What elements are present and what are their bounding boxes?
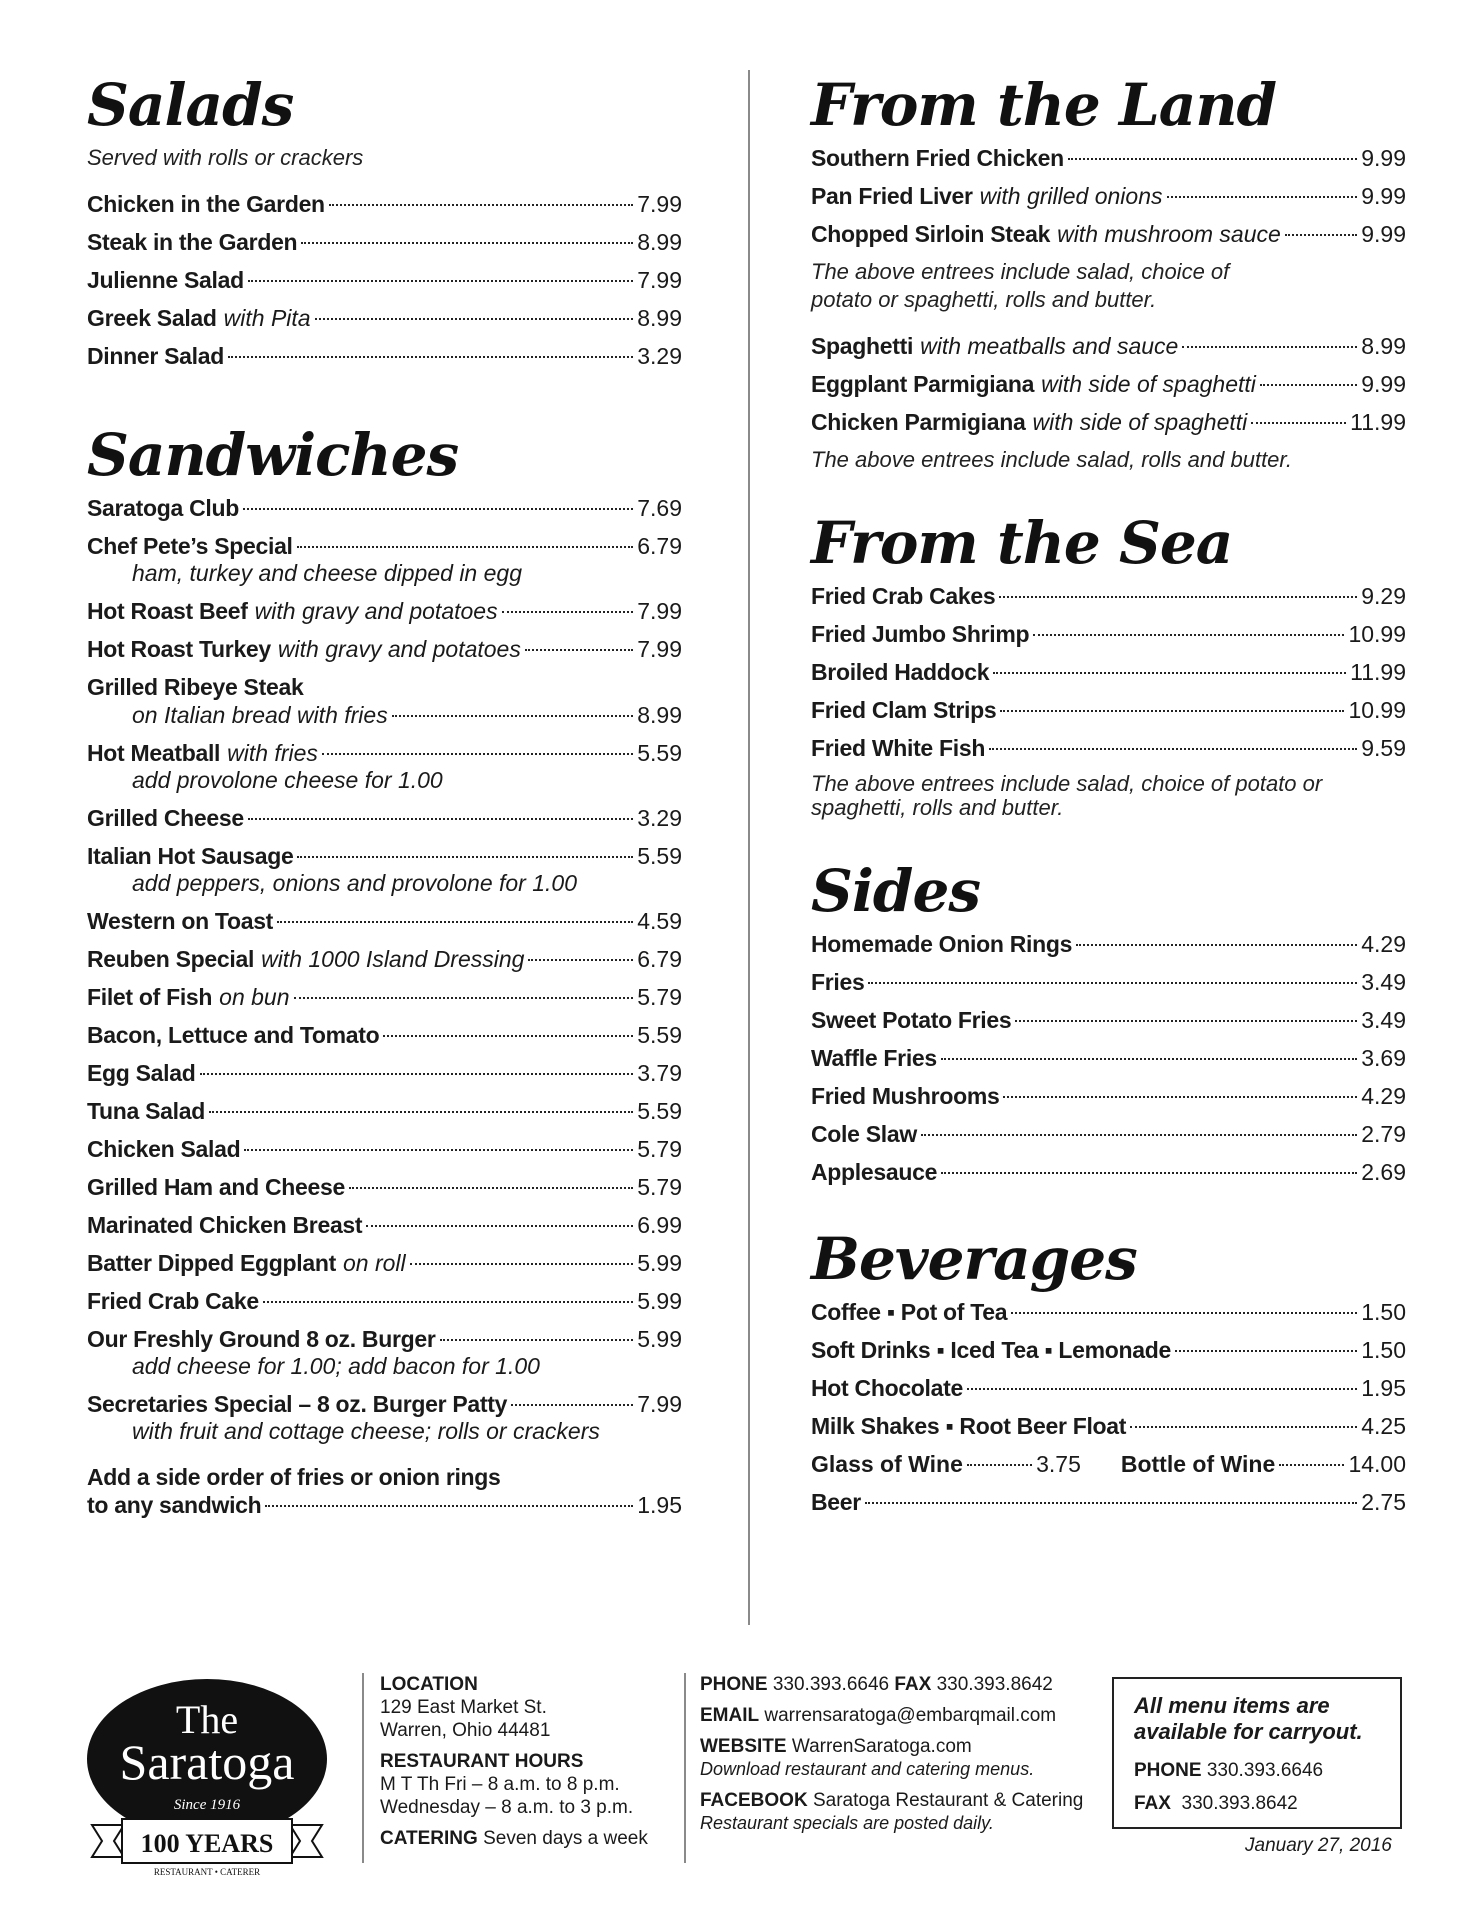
beer-row — [811, 1488, 1406, 1516]
menu-item-coffee-pot-of-tea — [811, 1298, 1406, 1326]
column-divider — [748, 70, 750, 1625]
item-price: 11.99 — [1350, 659, 1406, 685]
menu-item-fried-crab-cakes — [811, 582, 1406, 610]
item-name: Hot Roast Turkey — [87, 636, 271, 662]
item-price: 6.99 — [637, 1212, 682, 1238]
item-description: with fries — [227, 740, 318, 766]
menu-item-hot-meatball — [87, 739, 682, 794]
item-name: Applesauce — [811, 1159, 938, 1185]
land-note1: The above entrees include salad, choice of potato or spaghetti, rolls and butter. — [811, 259, 1230, 312]
logo-line1: The — [175, 1697, 239, 1742]
item-name: Fried Clam Strips — [811, 697, 997, 723]
item-price: 5.79 — [637, 984, 682, 1010]
item-name: Hot Chocolate — [811, 1375, 963, 1401]
sea-list — [811, 582, 1406, 762]
item-price: 4.59 — [637, 908, 682, 934]
carryout-title: All menu items are available for carryout. — [1134, 1693, 1363, 1744]
item-name: Marinated Chicken Breast — [87, 1212, 363, 1238]
item-name: Hot Meatball — [87, 740, 221, 766]
menu-item-fried-jumbo-shrimp — [811, 620, 1406, 648]
item-price: 3.79 — [637, 1060, 682, 1086]
item-name: Eggplant Parmigiana — [811, 371, 1035, 397]
item-name: Fried Crab Cakes — [811, 583, 996, 609]
item-price: 3.69 — [1361, 1045, 1406, 1071]
menu-item-batter-dipped-eggplant — [87, 1249, 682, 1277]
item-price: 4.25 — [1361, 1413, 1406, 1439]
item-name: Reuben Special — [87, 946, 255, 972]
menu-item-italian-hot-sausage — [87, 842, 682, 897]
menu-item-fried-clam-strips — [811, 696, 1406, 724]
menu-item-egg-salad — [87, 1059, 682, 1087]
glass-of-wine-name: Glass of Wine — [811, 1451, 963, 1477]
menu-item-broiled-haddock — [811, 658, 1406, 686]
email-label: EMAIL — [700, 1705, 760, 1726]
sea-title: From the Sea — [811, 509, 1233, 577]
item-price: 3.29 — [637, 343, 682, 369]
item-price: 9.99 — [1361, 183, 1406, 209]
catering-label: CATERING — [380, 1828, 478, 1849]
item-subtext: ham, turkey and cheese dipped in egg — [132, 560, 522, 586]
menu-item-chicken-in-the-garden — [87, 190, 682, 218]
item-price: 11.99 — [1350, 409, 1406, 435]
footer-divider-2 — [684, 1673, 686, 1863]
item-price: 1.50 — [1361, 1337, 1406, 1363]
item-price: 8.99 — [637, 702, 682, 728]
website-link[interactable]: WarrenSaratoga.com — [791, 1736, 972, 1757]
item-price: 7.99 — [637, 191, 682, 217]
facebook-note: Restaurant specials are posted daily. — [700, 1813, 994, 1833]
email-link[interactable]: warrensaratoga@embarqmail.com — [764, 1705, 1057, 1726]
item-description: with grilled onions — [979, 183, 1163, 209]
item-price: 3.49 — [1361, 969, 1406, 995]
item-name: Fried Mushrooms — [811, 1083, 1000, 1109]
item-price: 1.50 — [1361, 1299, 1406, 1325]
bottle-of-wine-price: 14.00 — [1348, 1451, 1407, 1477]
item-description: with side of spaghetti — [1032, 409, 1248, 435]
menu-item-chicken-salad — [87, 1135, 682, 1163]
item-price: 6.79 — [637, 533, 682, 559]
item-subtext: add cheese for 1.00; add bacon for 1.00 — [132, 1353, 540, 1379]
menu-item-saratoga-club — [87, 494, 682, 522]
carryout-phone[interactable]: 330.393.6646 — [1206, 1760, 1324, 1781]
item-description: with mushroom sauce — [1057, 221, 1281, 247]
catering-text: Seven days a week — [483, 1828, 648, 1849]
menu-item-sweet-potato-fries — [811, 1006, 1406, 1034]
item-name: Hot Roast Beef — [87, 598, 248, 624]
menu-item-chicken-parmigiana — [811, 408, 1406, 436]
item-name: Dinner Salad — [87, 343, 224, 369]
item-name: Filet of Fish — [87, 984, 213, 1010]
item-name: Chef Pete’s Special — [87, 533, 293, 559]
menu-item-steak-in-the-garden — [87, 228, 682, 256]
land-title: From the Land — [811, 71, 1277, 139]
item-price: 2.79 — [1361, 1121, 1406, 1147]
menu-item-southern-fried-chicken — [811, 144, 1406, 172]
menu-item-hot-chocolate — [811, 1374, 1406, 1402]
item-name: Broiled Haddock — [811, 659, 990, 685]
menu-item-western-on-toast — [87, 907, 682, 935]
sandwiches-list — [87, 494, 682, 1445]
side-order-price: 1.95 — [637, 1492, 682, 1518]
carryout-box — [1112, 1677, 1402, 1829]
item-description: on roll — [342, 1250, 406, 1276]
item-subtext: add peppers, onions and provolone for 1.00 — [132, 870, 577, 896]
item-price: 5.79 — [637, 1174, 682, 1200]
carryout-fax: 330.393.8642 — [1181, 1793, 1298, 1814]
item-price: 3.29 — [637, 805, 682, 831]
sides-list — [811, 930, 1406, 1186]
item-name: Chopped Sirloin Steak — [811, 221, 1051, 247]
menu-item-eggplant-parmigiana — [811, 370, 1406, 398]
wine-row — [811, 1450, 1406, 1478]
carryout-fax-label: FAX — [1134, 1793, 1171, 1814]
item-price: 5.79 — [637, 1136, 682, 1162]
menu-item-greek-salad — [87, 304, 682, 332]
item-name: Homemade Onion Rings — [811, 931, 1073, 957]
hours-line2: Wednesday – 8 a.m. to 3 p.m. — [380, 1797, 634, 1818]
item-name: Milk Shakes ▪ Root Beer Float — [811, 1413, 1127, 1439]
menu-item-spaghetti — [811, 332, 1406, 360]
menu-item-hot-roast-beef — [87, 597, 682, 625]
menu-item-grilled-ribeye-steak — [87, 673, 682, 729]
item-name: Italian Hot Sausage — [87, 843, 294, 869]
item-price: 6.79 — [637, 946, 682, 972]
footer — [0, 1665, 1484, 1895]
item-name: Steak in the Garden — [87, 229, 298, 255]
footer-divider-1 — [362, 1673, 364, 1863]
salads-title: Salads — [87, 71, 294, 139]
item-description: with gravy and potatoes — [254, 598, 498, 624]
item-subtext: on Italian bread with fries — [132, 702, 388, 728]
item-price: 5.99 — [637, 1326, 682, 1352]
item-price: 8.99 — [637, 229, 682, 255]
fax-label: FAX — [894, 1674, 932, 1695]
beer-price: 2.75 — [1361, 1489, 1406, 1515]
item-name: Our Freshly Ground 8 oz. Burger — [87, 1326, 436, 1352]
item-name: Bacon, Lettuce and Tomato — [87, 1022, 380, 1048]
side-order-line1: Add a side order of fries or onion rings — [87, 1464, 501, 1490]
item-name: Chicken Salad — [87, 1136, 241, 1162]
item-price: 10.99 — [1348, 621, 1406, 647]
contact-block — [700, 1673, 1100, 1835]
menu-item-secretaries-special-8-oz-burger-patty — [87, 1390, 682, 1445]
menu-item-applesauce — [811, 1158, 1406, 1186]
item-price: 5.99 — [637, 1288, 682, 1314]
menu-item-julienne-salad — [87, 266, 682, 294]
menu-item-waffle-fries — [811, 1044, 1406, 1072]
item-price: 2.69 — [1361, 1159, 1406, 1185]
item-price: 1.95 — [1361, 1375, 1406, 1401]
item-price: 8.99 — [637, 305, 682, 331]
bottle-of-wine-name: Bottle of Wine — [1120, 1451, 1276, 1477]
menu-item-fried-crab-cake — [87, 1287, 682, 1315]
item-description: with meatballs and sauce — [920, 333, 1179, 359]
menu-item-tuna-salad — [87, 1097, 682, 1125]
item-name: Coffee ▪ Pot of Tea — [811, 1299, 1008, 1325]
beer-name: Beer — [811, 1489, 861, 1515]
menu-item-milk-shakes-root-beer-float — [811, 1412, 1406, 1440]
website-label: WEBSITE — [700, 1736, 787, 1757]
item-name: Fries — [811, 969, 865, 995]
menu-item-chopped-sirloin-steak — [811, 220, 1406, 248]
item-name: Saratoga Club — [87, 495, 240, 521]
item-name: Grilled Ham and Cheese — [87, 1174, 345, 1200]
address-line2: Warren, Ohio 44481 — [380, 1720, 551, 1741]
menu-item-grilled-ham-and-cheese — [87, 1173, 682, 1201]
left-column — [87, 70, 682, 1529]
item-name: Greek Salad — [87, 305, 217, 331]
logo-years: 100 YEARS — [140, 1829, 274, 1858]
right-column — [811, 70, 1406, 1516]
item-price: 9.29 — [1361, 583, 1406, 609]
logo-since: Since 1916 — [173, 1797, 241, 1813]
item-name: Tuna Salad — [87, 1098, 205, 1124]
hours-label: RESTAURANT HOURS — [380, 1751, 584, 1772]
menu-item-fries — [811, 968, 1406, 996]
location-block — [380, 1673, 670, 1850]
menu-item-fried-mushrooms — [811, 1082, 1406, 1110]
item-price: 7.99 — [637, 1391, 682, 1417]
item-name: Batter Dipped Eggplant — [87, 1250, 336, 1276]
menu-item-filet-of-fish — [87, 983, 682, 1011]
address-line1: 129 East Market St. — [380, 1697, 547, 1718]
menu-item-our-freshly-ground-8-oz-burger — [87, 1325, 682, 1380]
carryout-phone-label: PHONE — [1134, 1760, 1202, 1781]
item-price: 3.49 — [1361, 1007, 1406, 1033]
item-price: 7.99 — [637, 598, 682, 624]
glass-of-wine-price: 3.75 — [1036, 1451, 1081, 1477]
salads-note: Served with rolls or crackers — [87, 145, 364, 170]
item-description: with gravy and potatoes — [277, 636, 521, 662]
item-name: Fried Jumbo Shrimp — [811, 621, 1030, 647]
item-price: 8.99 — [1361, 333, 1406, 359]
item-price: 7.99 — [637, 267, 682, 293]
item-description: with side of spaghetti — [1041, 371, 1256, 397]
menu-item-bacon-lettuce-and-tomato — [87, 1021, 682, 1049]
item-price: 7.99 — [637, 636, 682, 662]
menu-item-dinner-salad — [87, 342, 682, 370]
item-name: Julienne Salad — [87, 267, 244, 293]
salads-list — [87, 190, 682, 370]
menu-item-homemade-onion-rings — [811, 930, 1406, 958]
menu-item-pan-fried-liver — [811, 182, 1406, 210]
sandwiches-title: Sandwiches — [87, 421, 459, 489]
item-price: 4.29 — [1361, 931, 1406, 957]
item-name: Waffle Fries — [811, 1045, 937, 1071]
item-price: 5.59 — [637, 740, 682, 766]
sea-note: The above entrees include salad, choice of potato or spaghetti, rolls and butter. — [811, 771, 1323, 820]
item-subtext: with fruit and cottage cheese; rolls or crackers — [132, 1418, 600, 1444]
item-name: Secretaries Special – 8 oz. Burger Patty — [87, 1391, 508, 1417]
menu-item-hot-roast-turkey — [87, 635, 682, 663]
item-name: Southern Fried Chicken — [811, 145, 1064, 171]
item-price: 5.59 — [637, 843, 682, 869]
phone-value[interactable]: 330.393.6646 — [772, 1674, 890, 1695]
item-price: 9.99 — [1361, 145, 1406, 171]
sides-title: Sides — [811, 857, 981, 925]
logo-line2: Saratoga — [119, 1734, 295, 1790]
menu-item-marinated-chicken-breast — [87, 1211, 682, 1239]
facebook-link[interactable]: Saratoga Restaurant & Catering — [812, 1790, 1084, 1811]
item-price: 5.99 — [637, 1250, 682, 1276]
fax-value: 330.393.8642 — [936, 1674, 1053, 1695]
item-price: 9.59 — [1361, 735, 1406, 761]
facebook-label: FACEBOOK — [700, 1790, 808, 1811]
side-order-line2: to any sandwich — [87, 1492, 262, 1518]
item-description: on bun — [219, 984, 290, 1010]
item-description: with 1000 Island Dressing — [261, 946, 525, 972]
menu-item-reuben-special — [87, 945, 682, 973]
item-name: Fried White Fish — [811, 735, 986, 761]
item-price: 5.59 — [637, 1098, 682, 1124]
side-order-item — [87, 1463, 682, 1519]
item-name: Sweet Potato Fries — [811, 1007, 1012, 1033]
menu-item-soft-drinks-iced-tea-lemonade — [811, 1336, 1406, 1364]
menu-item-grilled-cheese — [87, 804, 682, 832]
hours-line1: M T Th Fri – 8 a.m. to 8 p.m. — [380, 1774, 620, 1795]
item-name: Spaghetti — [811, 333, 914, 359]
item-name: Pan Fried Liver — [811, 183, 973, 209]
item-name: Grilled Cheese — [87, 805, 244, 831]
item-subtext: add provolone cheese for 1.00 — [132, 767, 443, 793]
land-group2-list — [811, 332, 1406, 436]
item-price: 7.69 — [637, 495, 682, 521]
item-price: 4.29 — [1361, 1083, 1406, 1109]
item-name: Cole Slaw — [811, 1121, 917, 1147]
menu-item-cole-slaw — [811, 1120, 1406, 1148]
menu-item-chef-pete-s-special — [87, 532, 682, 587]
item-name: Western on Toast — [87, 908, 274, 934]
website-note: Download restaurant and catering menus. — [700, 1759, 1035, 1779]
land-group1-list — [811, 144, 1406, 248]
item-price: 9.99 — [1361, 371, 1406, 397]
item-price: 5.59 — [637, 1022, 682, 1048]
item-name: Chicken Parmigiana — [811, 409, 1026, 435]
phone-label: PHONE — [700, 1674, 768, 1695]
location-label: LOCATION — [380, 1674, 478, 1695]
item-name: Soft Drinks ▪ Iced Tea ▪ Lemonade — [811, 1337, 1172, 1363]
item-name: Egg Salad — [87, 1060, 196, 1086]
beverages-list — [811, 1298, 1406, 1440]
item-name: Grilled Ribeye Steak — [87, 674, 304, 700]
item-description: with Pita — [223, 305, 311, 331]
item-name: Chicken in the Garden — [87, 191, 325, 217]
land-note2: The above entrees include salad, rolls and butter. — [811, 447, 1293, 472]
item-price: 9.99 — [1361, 221, 1406, 247]
saratoga-logo — [82, 1677, 332, 1877]
logo-tag: RESTAURANT • CATERER — [153, 1867, 261, 1877]
menu-date: January 27, 2016 — [1245, 1835, 1392, 1856]
item-name: Fried Crab Cake — [87, 1288, 259, 1314]
item-price: 10.99 — [1348, 697, 1406, 723]
menu-item-fried-white-fish — [811, 734, 1406, 762]
beverages-title: Beverages — [811, 1225, 1137, 1293]
